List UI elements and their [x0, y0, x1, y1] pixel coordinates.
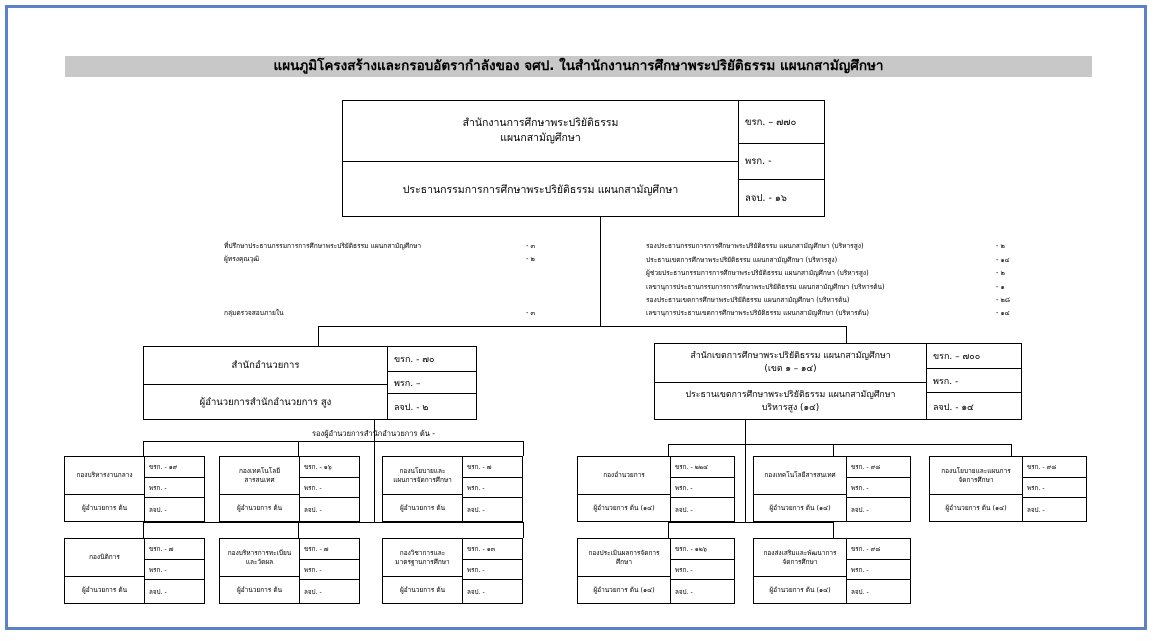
unit-staff-1: ขรก. - ๗ — [300, 539, 359, 560]
unit-staff-2: พรก. - — [300, 560, 359, 580]
unit-head: ผู้อำนวยการ ต้น (๑๔) — [578, 577, 671, 603]
unit-box — [753, 456, 911, 522]
mid-right-office-name — [655, 344, 927, 383]
unit-staff-2: พรก. - — [300, 478, 359, 498]
unit-name: กองนโยบายและแผนการจัดการศึกษา — [383, 457, 463, 495]
unit-name: กองนิติการ — [65, 539, 145, 577]
unit-box — [64, 456, 205, 522]
unit-staff-2: พรก. - — [145, 560, 204, 580]
mid-right-office-head-line1: ประธานเขตการศึกษาพระปริยัติธรรม แผนกสามัญศึกษา — [685, 389, 896, 400]
unit-head: ผู้อำนวยการ ต้น — [383, 495, 463, 521]
unit-staff-1: ขรก. - ๙๘ — [847, 457, 910, 478]
unit-box — [753, 538, 911, 604]
right-row2-bus — [668, 522, 833, 523]
left-units-trunk — [374, 420, 375, 522]
unit-staff-2: พรก. - — [463, 478, 522, 498]
right-staff-name: รองประธานเขตการศึกษาพระปริยัติธรรม แผนกสามัญศึกษา (บริหารต้น) — [646, 296, 850, 304]
top-office-staff-3: ลจป. - ๑๖ — [745, 193, 787, 204]
mid-right-office-box — [654, 343, 1022, 420]
top-office-name-line2: แผนกสามัญศึกษา — [500, 132, 581, 144]
unit-head: ผู้อำนวยการ ต้น — [383, 577, 463, 603]
mid-left-office-name: สำนักอำนวยการ — [144, 347, 388, 385]
unit-staff-3: ลจป. - — [851, 588, 869, 596]
left-row2-drop — [298, 522, 299, 538]
right-staff-count: - ๑๔ — [996, 309, 1010, 317]
unit-staff-3: ลจป. - — [675, 506, 693, 514]
unit-name: กองส่งเสริมและพัฒนาการจัดการศึกษา — [754, 539, 847, 577]
unit-staff-1: ขรก. - ๙๘ — [847, 539, 910, 560]
unit-staff-1: ขรก. - ๑๓ — [463, 539, 522, 560]
top-office-staff-1: ขรก. – ๗๗๐ — [739, 101, 825, 144]
right-staff-count: - ๑ — [996, 283, 1005, 291]
chart-title: แผนภูมิโครงสร้างและกรอบอัตรากำลังของ จศป. ในสำนักงานการศึกษาพระปริยัติธรรม แผนกสามัญศึกษา — [65, 56, 1092, 77]
left-staff-name: กลุ่มตรวจสอบภายใน — [224, 309, 284, 317]
mid-left-office-head: ผู้อำนวยการสำนักอำนวยการ สูง — [144, 385, 388, 420]
unit-staff-3: ลจป. - — [675, 588, 693, 596]
unit-staff-2: พรก. - — [847, 560, 910, 580]
unit-staff-1: ขรก. - ๑๖ — [300, 457, 359, 478]
unit-box — [219, 538, 360, 604]
unit-staff-3: ลจป. - — [467, 588, 485, 596]
unit-staff-1: ขรก. - ๗ — [145, 539, 204, 560]
left-row1-drop — [523, 441, 524, 456]
unit-staff-2: พรก. - — [145, 478, 204, 498]
main-connector — [600, 217, 601, 326]
unit-staff-3: ลจป. - — [149, 506, 167, 514]
mid-left-staff-2: พรก. – — [388, 372, 477, 394]
right-row1-drop — [1011, 444, 1012, 456]
right-row1-bus — [668, 444, 1011, 445]
right-row2-drop — [833, 522, 834, 538]
top-office-box — [342, 100, 825, 217]
right-staff-name: เลขานุการประธานเขตการศึกษาพระปริยัติธรรม แผนกสามัญศึกษา (บริหารต้น) — [646, 309, 869, 317]
unit-head: ผู้อำนวยการ ต้น (๑๔) — [578, 495, 671, 521]
unit-head: ผู้อำนวยการ ต้น — [220, 577, 300, 603]
mid-right-office-name-line1: สำนักเขตการศึกษาพระปริยัติธรรม แผนกสามัญศึกษา — [690, 351, 891, 362]
left-row1-drop — [143, 441, 144, 456]
unit-staff-2: พรก. - — [463, 560, 522, 580]
mid-left-staff-1: ขรก. - ๗๐ — [388, 347, 477, 372]
unit-name: กองบริหารการทะเบียนและวัดผล — [220, 539, 300, 577]
right-staff-count: - ๒๘ — [996, 296, 1010, 304]
unit-staff-2: พรก. - — [671, 560, 734, 580]
unit-staff-1: ขรก. - ๑๒๖ — [671, 539, 734, 560]
right-staff-count: - ๒ — [996, 242, 1005, 250]
unit-name: กองวิชาการและมาตรฐานการศึกษา — [383, 539, 463, 577]
mid-right-staff-3: ลจป. - ๑๔ — [933, 402, 974, 413]
unit-staff-1: ขรก. - ๒๒๔ — [671, 457, 734, 478]
unit-head: ผู้อำนวยการ ต้น (๑๔) — [754, 495, 847, 521]
unit-name: กองประเมินผลการจัดการศึกษา — [578, 539, 671, 577]
unit-staff-2: พรก. - — [671, 478, 734, 498]
unit-staff-1: ขรก. - ๙๘ — [1023, 457, 1086, 478]
unit-head: ผู้อำนวยการ ต้น — [65, 577, 145, 603]
top-office-name-line1: สำนักงานการศึกษาพระปริยัติธรรม — [462, 116, 619, 129]
mid-left-staff-3: ลจป. - ๒ — [394, 403, 429, 413]
mid-right-office-head — [655, 383, 927, 420]
unit-head: ผู้อำนวยการ ต้น — [220, 495, 300, 521]
right-row1-drop — [668, 444, 669, 456]
unit-box — [382, 538, 523, 604]
unit-name: กองเทคโนโลยีสารสนเทศ — [220, 457, 300, 495]
left-row2-drop — [523, 522, 524, 538]
unit-name: กองอำนวยการ — [578, 457, 671, 495]
chart-frame — [5, 5, 1147, 630]
unit-staff-3: ลจป. - — [467, 506, 485, 514]
left-staff-count: - ๓ — [526, 242, 535, 250]
top-office-staff-2: พรก. - — [739, 144, 825, 180]
unit-name: กองนโยบายและแผนการจัดการศึกษา — [930, 457, 1023, 495]
unit-head: ผู้อำนวยการ ต้น (๑๔) — [754, 577, 847, 603]
unit-box — [64, 538, 205, 604]
unit-box — [219, 456, 360, 522]
left-row2-bus — [143, 522, 523, 523]
left-row1-drop — [298, 441, 299, 456]
right-staff-count: - ๒ — [996, 269, 1005, 277]
left-staff-count: - ๓ — [526, 309, 535, 317]
unit-staff-2: พรก. - — [1023, 478, 1086, 498]
right-row2-drop — [668, 522, 669, 538]
mid-right-staff-2: พรก. - — [927, 369, 1022, 393]
unit-staff-3: ลจป. - — [149, 588, 167, 596]
left-staff-count: - ๒ — [526, 255, 535, 263]
unit-box — [577, 538, 735, 604]
unit-staff-3: ลจป. - — [304, 588, 322, 596]
unit-name: กองบริหารงานกลาง — [65, 457, 145, 495]
right-staff-name: เลขานุการประธานกรรมการการศึกษาพระปริยัติธรรม แผนกสามัญศึกษา (บริหารต้น) — [646, 283, 885, 291]
mid-right-office-name-line2: (เขต ๑ – ๑๔) — [764, 364, 817, 374]
unit-staff-3: ลจป. - — [304, 506, 322, 514]
right-staff-name: รองประธานกรรมการการศึกษาพระปริยัติธรรม แผนกสามัญศึกษา (บริหารสูง) — [646, 242, 864, 250]
left-staff-name: ที่ปรึกษาประธานกรรมการการศึกษาพระปริยัติธรรม แผนกสามัญศึกษา — [224, 242, 422, 250]
left-row2-drop — [143, 522, 144, 538]
unit-head: ผู้อำนวยการ ต้น (๑๔) — [930, 495, 1023, 521]
unit-head: ผู้อำนวยการ ต้น — [65, 495, 145, 521]
right-staff-count: - ๑๔ — [996, 256, 1010, 264]
unit-staff-1: ขรก. - ๑๙ — [145, 457, 204, 478]
right-staff-name: ประธานเขตการศึกษาพระปริยัติธรรม แผนกสามัญศึกษา (บริหารสูง) — [646, 256, 838, 264]
unit-staff-1: ขรก. - ๗ — [463, 457, 522, 478]
branch-left-drop — [318, 326, 319, 346]
unit-staff-3: ลจป. - — [1027, 506, 1045, 514]
right-row1-drop — [833, 444, 834, 456]
branch-connector — [318, 326, 846, 327]
left-row1-bus — [143, 441, 523, 442]
unit-staff-3: ลจป. - — [851, 506, 869, 514]
mid-right-office-head-line2: บริหารสูง (๑๔) — [761, 402, 820, 413]
mid-left-office-box — [143, 346, 477, 420]
unit-box — [382, 456, 523, 522]
unit-staff-2: พรก. - — [847, 478, 910, 498]
left-staff-name: ผู้ทรงคุณวุฒิ — [224, 255, 260, 263]
unit-name: กองเทคโนโลยีสารสนเทศ — [754, 457, 847, 495]
right-staff-name: ผู้ช่วยประธานกรรมการการศึกษาพระปริยัติธรรม แผนกสามัญศึกษา (บริหารสูง) — [646, 269, 869, 277]
unit-box — [929, 456, 1087, 522]
top-office-head: ประธานกรรมการการศึกษาพระปริยัติธรรม แผนกสามัญศึกษา — [343, 162, 739, 217]
top-office-name — [343, 101, 739, 162]
deputy-director-note: รองผู้อำนวยการสำนักอำนวยการ ต้น - — [312, 429, 435, 438]
unit-box — [577, 456, 735, 522]
mid-right-staff-1: ขรก. – ๗๐๐ — [927, 344, 1022, 369]
right-units-trunk — [745, 420, 746, 522]
